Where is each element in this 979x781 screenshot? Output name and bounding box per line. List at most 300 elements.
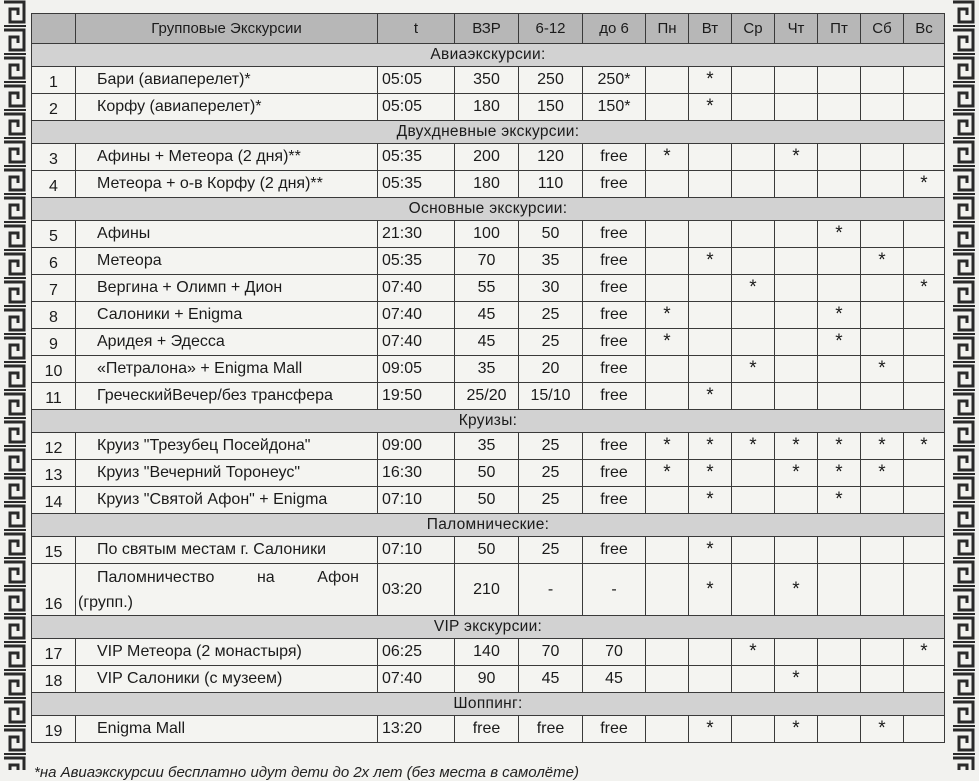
day-mark-sat bbox=[861, 383, 904, 410]
day-mark-fri bbox=[818, 564, 861, 616]
child-price: 150 bbox=[519, 94, 583, 121]
day-mark-fri: * bbox=[818, 487, 861, 514]
section-title: Круизы: bbox=[32, 410, 945, 433]
day-mark-sat bbox=[861, 144, 904, 171]
infant-price: free bbox=[583, 433, 646, 460]
row-number: 13 bbox=[32, 460, 76, 487]
infant-price: free bbox=[583, 383, 646, 410]
header-row bbox=[32, 14, 945, 44]
excursion-name: Афины + Метеора (2 дня)** bbox=[76, 144, 378, 171]
excursion-name: Круиз "Вечерний Торонеус" bbox=[76, 460, 378, 487]
day-mark-wed: * bbox=[732, 639, 775, 666]
day-mark-thu bbox=[775, 248, 818, 275]
day-mark-sat bbox=[861, 537, 904, 564]
section-title: Паломнические: bbox=[32, 514, 945, 537]
day-mark-fri bbox=[818, 383, 861, 410]
day-mark-tue: * bbox=[689, 433, 732, 460]
day-mark-thu: * bbox=[775, 666, 818, 693]
day-mark-mon: * bbox=[646, 329, 689, 356]
day-mark-tue: * bbox=[689, 67, 732, 94]
child-price: 250 bbox=[519, 67, 583, 94]
departure-time: 05:05 bbox=[378, 94, 455, 121]
excursion-name: Вергина + Олимп + Дион bbox=[76, 275, 378, 302]
day-mark-sun: * bbox=[904, 171, 945, 198]
day-mark-sat bbox=[861, 221, 904, 248]
adult-price: 350 bbox=[455, 67, 519, 94]
section-row bbox=[32, 44, 945, 67]
adult-price: 45 bbox=[455, 329, 519, 356]
table-row bbox=[32, 67, 945, 94]
table-row bbox=[32, 716, 945, 743]
day-mark-sun bbox=[904, 460, 945, 487]
header-day-sun: Вс bbox=[904, 14, 945, 44]
day-mark-sat bbox=[861, 275, 904, 302]
day-mark-thu bbox=[775, 171, 818, 198]
day-mark-thu bbox=[775, 537, 818, 564]
day-mark-fri bbox=[818, 356, 861, 383]
infant-price: free bbox=[583, 537, 646, 564]
day-mark-fri: * bbox=[818, 329, 861, 356]
excursion-name: Бари (авиаперелет)* bbox=[76, 67, 378, 94]
departure-time: 03:20 bbox=[378, 564, 455, 616]
day-mark-wed bbox=[732, 666, 775, 693]
child-price: 25 bbox=[519, 302, 583, 329]
day-mark-thu bbox=[775, 221, 818, 248]
day-mark-mon bbox=[646, 564, 689, 616]
day-mark-thu bbox=[775, 356, 818, 383]
day-mark-wed bbox=[732, 248, 775, 275]
day-mark-mon bbox=[646, 221, 689, 248]
day-mark-sun bbox=[904, 666, 945, 693]
adult-price: 50 bbox=[455, 537, 519, 564]
day-mark-fri bbox=[818, 171, 861, 198]
excursion-name: VIP Салоники (с музеем) bbox=[76, 666, 378, 693]
child-price: 35 bbox=[519, 248, 583, 275]
row-number: 6 bbox=[32, 248, 76, 275]
row-number: 2 bbox=[32, 94, 76, 121]
departure-time: 07:10 bbox=[378, 487, 455, 514]
table-row bbox=[32, 639, 945, 666]
day-mark-sun bbox=[904, 248, 945, 275]
header-time: t bbox=[378, 14, 455, 44]
excursion-name: Enigma Mall bbox=[76, 716, 378, 743]
excursion-name: Круиз "Святой Афон" + Enigma bbox=[76, 487, 378, 514]
day-mark-mon bbox=[646, 383, 689, 410]
adult-price: 200 bbox=[455, 144, 519, 171]
infant-price: free bbox=[583, 144, 646, 171]
adult-price: 35 bbox=[455, 433, 519, 460]
day-mark-tue: * bbox=[689, 383, 732, 410]
day-mark-sun bbox=[904, 716, 945, 743]
day-mark-thu: * bbox=[775, 564, 818, 616]
infant-price: free bbox=[583, 329, 646, 356]
day-mark-wed bbox=[732, 460, 775, 487]
adult-price: 45 bbox=[455, 302, 519, 329]
row-number: 9 bbox=[32, 329, 76, 356]
table-row bbox=[32, 666, 945, 693]
day-mark-tue bbox=[689, 221, 732, 248]
table-row bbox=[32, 460, 945, 487]
day-mark-tue: * bbox=[689, 248, 732, 275]
departure-time: 07:40 bbox=[378, 302, 455, 329]
day-mark-wed bbox=[732, 537, 775, 564]
day-mark-wed bbox=[732, 171, 775, 198]
child-price: 45 bbox=[519, 666, 583, 693]
day-mark-sun: * bbox=[904, 275, 945, 302]
table-row bbox=[32, 275, 945, 302]
day-mark-tue bbox=[689, 639, 732, 666]
row-number: 8 bbox=[32, 302, 76, 329]
day-mark-tue: * bbox=[689, 460, 732, 487]
row-number: 12 bbox=[32, 433, 76, 460]
infant-price: free bbox=[583, 460, 646, 487]
day-mark-thu bbox=[775, 383, 818, 410]
day-mark-mon bbox=[646, 94, 689, 121]
header-day-mon: Пн bbox=[646, 14, 689, 44]
header-day-tue: Вт bbox=[689, 14, 732, 44]
row-number: 1 bbox=[32, 67, 76, 94]
table-row bbox=[32, 487, 945, 514]
departure-time: 07:10 bbox=[378, 537, 455, 564]
departure-time: 16:30 bbox=[378, 460, 455, 487]
day-mark-wed bbox=[732, 487, 775, 514]
child-price: 120 bbox=[519, 144, 583, 171]
day-mark-thu: * bbox=[775, 716, 818, 743]
day-mark-sat bbox=[861, 94, 904, 121]
day-mark-mon bbox=[646, 67, 689, 94]
excursion-name-word: Паломничество bbox=[97, 568, 215, 586]
infant-price: free bbox=[583, 356, 646, 383]
table-row bbox=[32, 171, 945, 198]
row-number: 10 bbox=[32, 356, 76, 383]
excursion-name-line2: (групп.) bbox=[78, 593, 133, 611]
day-mark-thu: * bbox=[775, 433, 818, 460]
child-price: 25 bbox=[519, 487, 583, 514]
child-price: 25 bbox=[519, 460, 583, 487]
row-number: 14 bbox=[32, 487, 76, 514]
day-mark-tue bbox=[689, 329, 732, 356]
header-day-thu: Чт bbox=[775, 14, 818, 44]
infant-price: free bbox=[583, 302, 646, 329]
day-mark-wed bbox=[732, 302, 775, 329]
departure-time: 07:40 bbox=[378, 666, 455, 693]
day-mark-sun bbox=[904, 329, 945, 356]
day-mark-sun bbox=[904, 94, 945, 121]
day-mark-tue: * bbox=[689, 716, 732, 743]
infant-price: free bbox=[583, 716, 646, 743]
row-number: 19 bbox=[32, 716, 76, 743]
table-row bbox=[32, 537, 945, 564]
day-mark-sat: * bbox=[861, 716, 904, 743]
day-mark-thu bbox=[775, 67, 818, 94]
row-number: 7 bbox=[32, 275, 76, 302]
child-price: 20 bbox=[519, 356, 583, 383]
adult-price: 140 bbox=[455, 639, 519, 666]
day-mark-thu bbox=[775, 94, 818, 121]
excursion-name: По святым местам г. Салоники bbox=[76, 537, 378, 564]
section-title: Шоппинг: bbox=[32, 693, 945, 716]
day-mark-mon: * bbox=[646, 302, 689, 329]
day-mark-fri bbox=[818, 639, 861, 666]
day-mark-mon: * bbox=[646, 433, 689, 460]
day-mark-wed bbox=[732, 383, 775, 410]
day-mark-tue: * bbox=[689, 564, 732, 616]
day-mark-wed bbox=[732, 67, 775, 94]
day-mark-fri bbox=[818, 94, 861, 121]
section-row bbox=[32, 198, 945, 221]
day-mark-sun bbox=[904, 221, 945, 248]
departure-time: 07:40 bbox=[378, 275, 455, 302]
day-mark-tue bbox=[689, 171, 732, 198]
day-mark-sun: * bbox=[904, 639, 945, 666]
day-mark-fri bbox=[818, 144, 861, 171]
departure-time: 07:40 bbox=[378, 329, 455, 356]
adult-price: 55 bbox=[455, 275, 519, 302]
section-row bbox=[32, 410, 945, 433]
table-row bbox=[32, 144, 945, 171]
header-day-fri: Пт bbox=[818, 14, 861, 44]
day-mark-sat bbox=[861, 666, 904, 693]
adult-price: 25/20 bbox=[455, 383, 519, 410]
day-mark-fri: * bbox=[818, 221, 861, 248]
child-price: 110 bbox=[519, 171, 583, 198]
day-mark-wed bbox=[732, 144, 775, 171]
section-title: Основные экскурсии: bbox=[32, 198, 945, 221]
infant-price: 45 bbox=[583, 666, 646, 693]
adult-price: 35 bbox=[455, 356, 519, 383]
day-mark-sat: * bbox=[861, 248, 904, 275]
departure-time: 06:25 bbox=[378, 639, 455, 666]
day-mark-wed bbox=[732, 716, 775, 743]
adult-price: 180 bbox=[455, 171, 519, 198]
day-mark-mon bbox=[646, 716, 689, 743]
excursion-name bbox=[76, 564, 378, 616]
day-mark-sun bbox=[904, 144, 945, 171]
excursion-name: Метеора bbox=[76, 248, 378, 275]
child-price: 50 bbox=[519, 221, 583, 248]
day-mark-thu: * bbox=[775, 144, 818, 171]
day-mark-tue bbox=[689, 275, 732, 302]
table-row bbox=[32, 248, 945, 275]
day-mark-fri bbox=[818, 537, 861, 564]
day-mark-thu bbox=[775, 639, 818, 666]
day-mark-mon: * bbox=[646, 144, 689, 171]
day-mark-fri bbox=[818, 666, 861, 693]
day-mark-sat bbox=[861, 487, 904, 514]
day-mark-tue: * bbox=[689, 487, 732, 514]
excursion-name: Корфу (авиаперелет)* bbox=[76, 94, 378, 121]
table-row bbox=[32, 383, 945, 410]
adult-price: 90 bbox=[455, 666, 519, 693]
excursion-name: Круиз "Трезубец Посейдона" bbox=[76, 433, 378, 460]
section-row bbox=[32, 514, 945, 537]
day-mark-thu: * bbox=[775, 460, 818, 487]
departure-time: 09:00 bbox=[378, 433, 455, 460]
section-row bbox=[32, 616, 945, 639]
infant-price: free bbox=[583, 275, 646, 302]
day-mark-fri: * bbox=[818, 460, 861, 487]
day-mark-wed bbox=[732, 329, 775, 356]
header-infant-price: до 6 bbox=[583, 14, 646, 44]
departure-time: 05:05 bbox=[378, 67, 455, 94]
section-row bbox=[32, 121, 945, 144]
child-price: 15/10 bbox=[519, 383, 583, 410]
day-mark-sat bbox=[861, 171, 904, 198]
excursion-table-wrapper bbox=[31, 13, 945, 743]
day-mark-fri bbox=[818, 275, 861, 302]
day-mark-sun bbox=[904, 383, 945, 410]
day-mark-sat bbox=[861, 639, 904, 666]
excursion-name: Салоники + Enigma bbox=[76, 302, 378, 329]
table-row bbox=[32, 329, 945, 356]
adult-price: 50 bbox=[455, 460, 519, 487]
excursion-name: «Петралона» + Enigma Mall bbox=[76, 356, 378, 383]
header-adult-price: ВЗР bbox=[455, 14, 519, 44]
day-mark-thu bbox=[775, 302, 818, 329]
departure-time: 05:35 bbox=[378, 171, 455, 198]
excursion-name-word: Афон bbox=[317, 568, 359, 586]
day-mark-tue bbox=[689, 356, 732, 383]
row-number: 16 bbox=[32, 564, 76, 616]
excursion-name-word: на bbox=[256, 568, 275, 586]
greek-key-border-left bbox=[0, 0, 30, 770]
day-mark-tue bbox=[689, 666, 732, 693]
day-mark-mon bbox=[646, 537, 689, 564]
child-price: 30 bbox=[519, 275, 583, 302]
infant-price: free bbox=[583, 221, 646, 248]
day-mark-fri bbox=[818, 248, 861, 275]
departure-time: 19:50 bbox=[378, 383, 455, 410]
excursion-name: Аридея + Эдесса bbox=[76, 329, 378, 356]
day-mark-sat bbox=[861, 564, 904, 616]
section-title: Авиаэкскурсии: bbox=[32, 44, 945, 67]
day-mark-mon bbox=[646, 171, 689, 198]
header-day-sat: Сб bbox=[861, 14, 904, 44]
day-mark-sun bbox=[904, 302, 945, 329]
adult-price: 50 bbox=[455, 487, 519, 514]
day-mark-wed bbox=[732, 94, 775, 121]
day-mark-thu bbox=[775, 487, 818, 514]
header-excursion: Групповые Экскурсии bbox=[76, 14, 378, 44]
day-mark-fri: * bbox=[818, 302, 861, 329]
day-mark-sat bbox=[861, 302, 904, 329]
child-price: free bbox=[519, 716, 583, 743]
excursion-name: ГреческийВечер/без трансфера bbox=[76, 383, 378, 410]
day-mark-mon bbox=[646, 666, 689, 693]
day-mark-mon bbox=[646, 487, 689, 514]
day-mark-sun bbox=[904, 537, 945, 564]
footnote: *на Авиаэкскурсии бесплатно идут дети до 2х лет (без места в самолёте) bbox=[34, 764, 579, 781]
day-mark-wed: * bbox=[732, 356, 775, 383]
adult-price: 100 bbox=[455, 221, 519, 248]
excursion-name: Метеора + о-в Корфу (2 дня)** bbox=[76, 171, 378, 198]
row-number: 3 bbox=[32, 144, 76, 171]
day-mark-fri bbox=[818, 67, 861, 94]
day-mark-tue: * bbox=[689, 94, 732, 121]
day-mark-sun: * bbox=[904, 433, 945, 460]
section-title: VIP экскурсии: bbox=[32, 616, 945, 639]
day-mark-sun bbox=[904, 487, 945, 514]
day-mark-sun bbox=[904, 564, 945, 616]
day-mark-sat bbox=[861, 67, 904, 94]
excursion-name: VIP Метеора (2 монастыря) bbox=[76, 639, 378, 666]
infant-price: free bbox=[583, 487, 646, 514]
header-number bbox=[32, 14, 76, 44]
departure-time: 13:20 bbox=[378, 716, 455, 743]
day-mark-wed: * bbox=[732, 275, 775, 302]
day-mark-mon bbox=[646, 275, 689, 302]
child-price: 25 bbox=[519, 329, 583, 356]
day-mark-sun bbox=[904, 67, 945, 94]
day-mark-wed bbox=[732, 564, 775, 616]
row-number: 4 bbox=[32, 171, 76, 198]
section-title: Двухдневные экскурсии: bbox=[32, 121, 945, 144]
day-mark-sun bbox=[904, 356, 945, 383]
table-row bbox=[32, 302, 945, 329]
table-body bbox=[32, 44, 945, 743]
day-mark-fri: * bbox=[818, 433, 861, 460]
day-mark-thu bbox=[775, 275, 818, 302]
excursion-name: Афины bbox=[76, 221, 378, 248]
child-price: 70 bbox=[519, 639, 583, 666]
adult-price: 70 bbox=[455, 248, 519, 275]
table-row bbox=[32, 433, 945, 460]
table-row bbox=[32, 221, 945, 248]
row-number: 15 bbox=[32, 537, 76, 564]
table-row bbox=[32, 564, 945, 616]
day-mark-sat bbox=[861, 329, 904, 356]
day-mark-tue bbox=[689, 302, 732, 329]
day-mark-wed: * bbox=[732, 433, 775, 460]
infant-price: 250* bbox=[583, 67, 646, 94]
excursion-name-line1 bbox=[76, 565, 377, 590]
day-mark-mon bbox=[646, 356, 689, 383]
day-mark-tue bbox=[689, 144, 732, 171]
departure-time: 09:05 bbox=[378, 356, 455, 383]
infant-price: free bbox=[583, 171, 646, 198]
header-day-wed: Ср bbox=[732, 14, 775, 44]
day-mark-mon: * bbox=[646, 460, 689, 487]
header-child-price: 6-12 bbox=[519, 14, 583, 44]
section-row bbox=[32, 693, 945, 716]
table-row bbox=[32, 356, 945, 383]
day-mark-sat: * bbox=[861, 433, 904, 460]
infant-price: free bbox=[583, 248, 646, 275]
adult-price: 180 bbox=[455, 94, 519, 121]
day-mark-thu bbox=[775, 329, 818, 356]
row-number: 11 bbox=[32, 383, 76, 410]
excursion-schedule-table bbox=[31, 13, 945, 743]
infant-price: 150* bbox=[583, 94, 646, 121]
child-price: - bbox=[519, 564, 583, 616]
row-number: 18 bbox=[32, 666, 76, 693]
infant-price: 70 bbox=[583, 639, 646, 666]
greek-key-border-right bbox=[949, 0, 979, 770]
day-mark-wed bbox=[732, 221, 775, 248]
row-number: 5 bbox=[32, 221, 76, 248]
child-price: 25 bbox=[519, 537, 583, 564]
adult-price: 210 bbox=[455, 564, 519, 616]
row-number: 17 bbox=[32, 639, 76, 666]
table-row bbox=[32, 94, 945, 121]
departure-time: 21:30 bbox=[378, 221, 455, 248]
day-mark-tue: * bbox=[689, 537, 732, 564]
day-mark-sat: * bbox=[861, 356, 904, 383]
departure-time: 05:35 bbox=[378, 144, 455, 171]
day-mark-mon bbox=[646, 639, 689, 666]
infant-price: - bbox=[583, 564, 646, 616]
departure-time: 05:35 bbox=[378, 248, 455, 275]
